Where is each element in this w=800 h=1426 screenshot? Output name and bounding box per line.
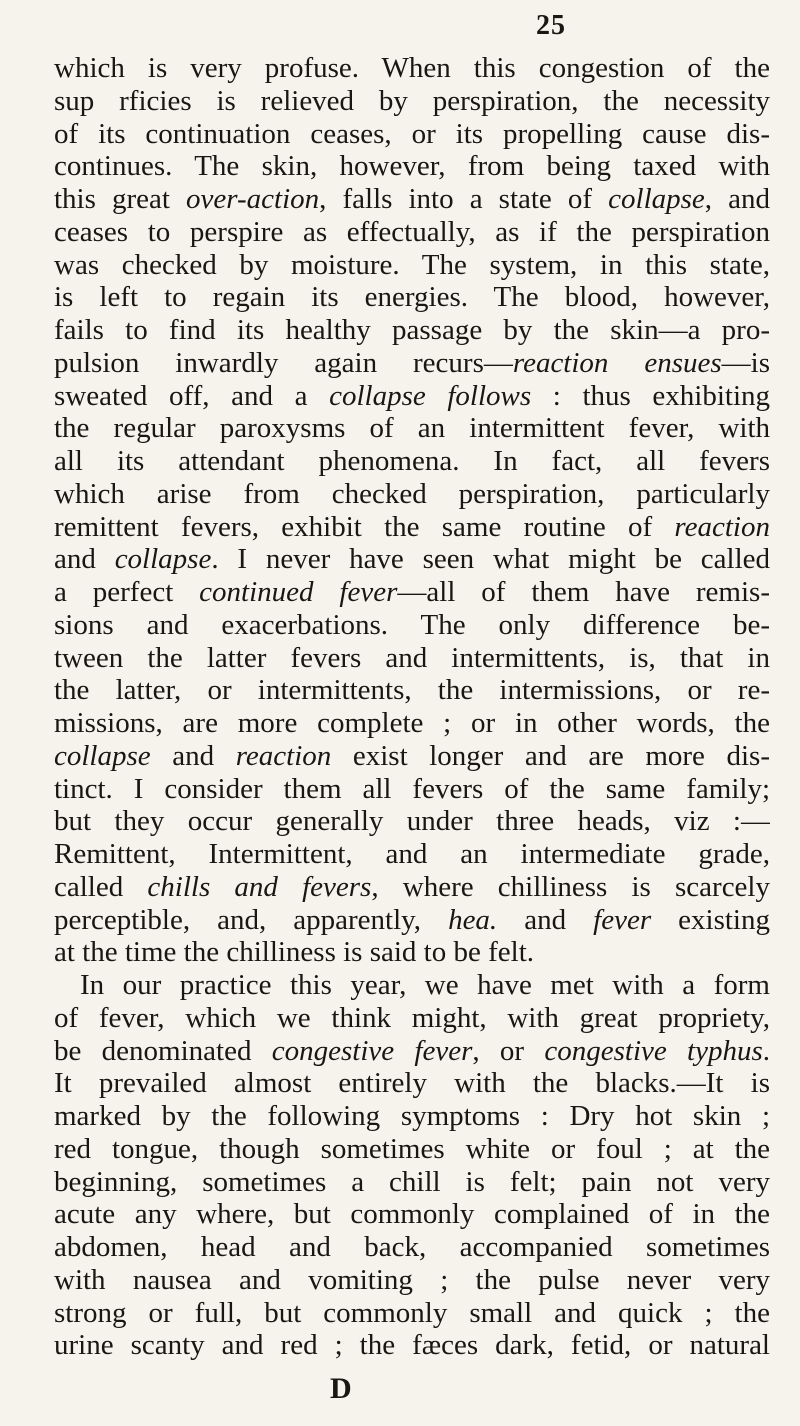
text-line: missions, are more complete ; or in other words, the: [54, 707, 770, 739]
text-line: the regular paroxysms of an intermittent fever, with: [54, 412, 770, 445]
text-line: sions and exacerbations. The only difference be-: [54, 608, 770, 641]
text-line: tinct. I consider them all fevers of the same family;: [54, 772, 770, 805]
text-line: It prevailed almost entirely with the blacks.—It is: [54, 1067, 770, 1100]
text-line: called chills and fevers, where chilliness is scarcely: [54, 870, 770, 903]
text-line: and collapse. I never have seen what might be called: [54, 543, 770, 576]
text-line: urine scanty and red ; the fæces dark, fetid, or natural: [54, 1329, 770, 1362]
text-line: was checked by moisture. The system, in this state,: [54, 248, 770, 281]
text-line: ceases to perspire as effectually, as if the perspiration: [54, 215, 770, 248]
text-line: at the time the chilliness is said to be felt.: [54, 936, 535, 969]
text-line: acute any where, but commonly complained of in the: [54, 1198, 770, 1231]
text-line: this great over-action, falls into a state of collapse, and: [54, 183, 770, 215]
page-number: 25: [536, 10, 566, 41]
text-line: of fever, which we think might, with great propriety,: [54, 1001, 770, 1034]
text-line: all its attendant phenomena. In fact, all fevers: [54, 445, 770, 477]
text-line: beginning, sometimes a chill is felt; pain not very: [54, 1165, 770, 1198]
text-line: tween the latter fevers and intermittents, is, that in: [54, 641, 770, 674]
text-line: with nausea and vomiting ; the pulse never very: [54, 1263, 770, 1296]
text-line: which is very profuse. When this congestion of the: [54, 52, 770, 84]
text-line: Remittent, Intermittent, and an intermediate grade,: [54, 838, 770, 870]
text-line: marked by the following symptoms : Dry hot skin ;: [54, 1100, 770, 1132]
text-line: the latter, or intermittents, the intermissions, or re-: [54, 674, 770, 707]
text-line: fails to find its healthy passage by the skin—a pro-: [54, 314, 770, 346]
text-line: which arise from checked perspiration, particularly: [54, 477, 770, 510]
body-text: [54, 52, 770, 1362]
text-line: abdomen, head and back, accompanied sometimes: [54, 1231, 770, 1263]
text-line: sweated off, and a collapse follows : thus exhibiting: [54, 379, 770, 412]
text-line: continues. The skin, however, from being taxed with: [54, 150, 770, 183]
text-line: is left to regain its energies. The blood, however,: [54, 281, 770, 314]
text-line: pulsion inwardly again recurs—reaction ensues—is: [54, 346, 770, 379]
signature-mark: D: [330, 1372, 352, 1405]
text-line: remittent fevers, exhibit the same routine of reaction: [54, 510, 770, 543]
text-line: be denominated congestive fever, or congestive typhus.: [54, 1034, 770, 1067]
text-line: of its continuation ceases, or its propelling cause dis-: [54, 117, 770, 150]
text-line: red tongue, though sometimes white or foul ; at the: [54, 1132, 770, 1165]
text-line: strong or full, but commonly small and quick ; the: [54, 1296, 770, 1329]
text-line: but they occur generally under three heads, viz :—: [54, 805, 770, 838]
text-line: a perfect continued fever—all of them have remis-: [54, 576, 770, 608]
text-line: sup rficies is relieved by perspiration, the necessity: [54, 84, 770, 117]
text-line: collapse and reaction exist longer and are more dis-: [54, 739, 770, 772]
text-line: perceptible, and, apparently, hea. and fever existing: [54, 903, 770, 936]
text-line: In our practice this year, we have met with a form: [80, 969, 770, 1001]
